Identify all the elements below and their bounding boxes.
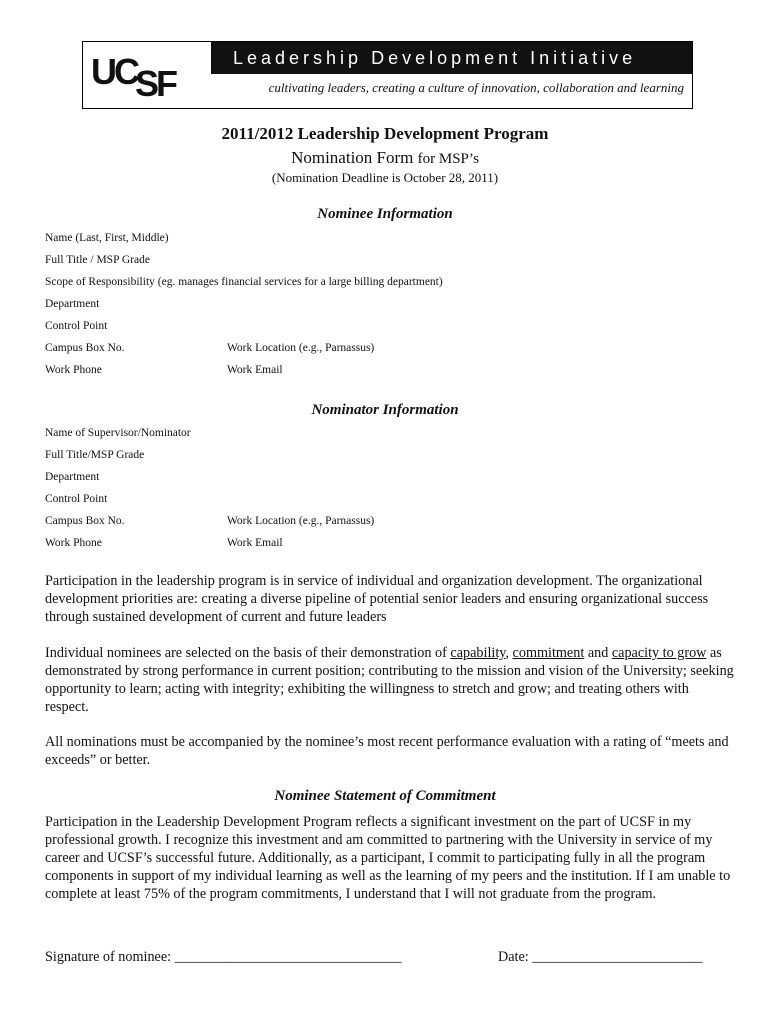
logo-main: UC — [91, 51, 137, 92]
selection-text-c: and — [584, 645, 612, 661]
program-title: 2011/2012 Leadership Development Program — [221, 124, 549, 143]
form-title-main: Nomination Form — [291, 148, 414, 167]
signature-field[interactable]: Signature of nominee: ________________________________ — [45, 949, 402, 965]
header-banner — [82, 41, 693, 109]
nominator-department-field[interactable]: Department — [45, 471, 100, 483]
selection-text-a: Individual nominees are selected on the basis of their demonstration of — [45, 645, 451, 661]
nominee-scope-field[interactable]: Scope of Responsibility (eg. manages financial services for a large billing department) — [45, 276, 443, 288]
nominator-title-field[interactable]: Full Title/MSP Grade — [45, 449, 145, 461]
deadline-text: (Nomination Deadline is October 28, 2011) — [271, 170, 499, 185]
nominator-name-field[interactable]: Name of Supervisor/Nominator — [45, 427, 191, 439]
nominator-campus-box-field[interactable]: Campus Box No. — [45, 515, 125, 527]
participation-paragraph: Participation in the leadership program is in service of individual and organization development. The organizational development priorities are: creating a diverse pipeline of potential senior leaders and ensuring organizational success through sustained development of current and future leaders — [45, 573, 709, 625]
nominee-work-location-field[interactable]: Work Location (e.g., Parnassus) — [227, 342, 375, 354]
commitment-heading: Nominee Statement of Commitment — [274, 788, 496, 804]
commitment-term: commitment — [512, 645, 585, 661]
capability-term: capability — [450, 645, 506, 661]
commitment-paragraph: Participation in the Leadership Development Program reflects a significant investment on the part of UCSF in my professional growth. I recognize this investment and am committed to partnering with the University in service of my career and UCSF’s successful future. Additionally, as a participant, I commit to participating fully in all the program components in support of my individual learning as well as the learning of my peers and the institution. If I am unable to complete at least 75% of the program commitments, I understand that I will not graduate from the program. — [45, 814, 731, 902]
nominee-work-phone-field[interactable]: Work Phone — [45, 364, 102, 376]
nominee-name-field[interactable]: Name (Last, First, Middle) — [45, 232, 169, 244]
date-field[interactable]: Date: ________________________ — [498, 949, 703, 965]
selection-text-d: as demonstrated by strong performance in current position; contributing to the mission and vision of the University; seeking opportunity to learn; acting with integrity; exhibiting the willingness to stretch and grow; and treating others with respect. — [45, 645, 734, 715]
selection-text-b: , — [505, 645, 513, 661]
nominator-heading: Nominator Information — [311, 402, 459, 418]
nominee-work-email-field[interactable]: Work Email — [227, 364, 283, 376]
nominator-work-location-field[interactable]: Work Location (e.g., Parnassus) — [227, 515, 375, 527]
form-title-for: for MSP’s — [417, 151, 479, 167]
nominee-title-field[interactable]: Full Title / MSP Grade — [45, 254, 151, 266]
logo-sub: SF — [135, 63, 176, 104]
nominator-work-phone-field[interactable]: Work Phone — [45, 537, 102, 549]
banner-title: Leadership Development Initiative — [211, 42, 692, 74]
nominator-work-email-field[interactable]: Work Email — [227, 537, 283, 549]
form-title — [0, 148, 770, 168]
tagline: cultivating leaders, creating a culture of innovation, collaboration and learning — [268, 80, 684, 95]
nominator-control-point-field[interactable]: Control Point — [45, 493, 108, 505]
nominee-department-field[interactable]: Department — [45, 298, 100, 310]
ucsf-logo — [83, 42, 211, 108]
nominee-control-point-field[interactable]: Control Point — [45, 320, 108, 332]
nominee-campus-box-field[interactable]: Campus Box No. — [45, 342, 125, 354]
evaluation-paragraph: All nominations must be accompanied by the nominee’s most recent performance evaluation with a rating of “meets and exceeds” or better. — [45, 734, 729, 768]
capacity-term: capacity to grow — [611, 645, 707, 661]
selection-paragraph — [45, 644, 735, 716]
nominee-heading: Nominee Information — [317, 206, 453, 222]
